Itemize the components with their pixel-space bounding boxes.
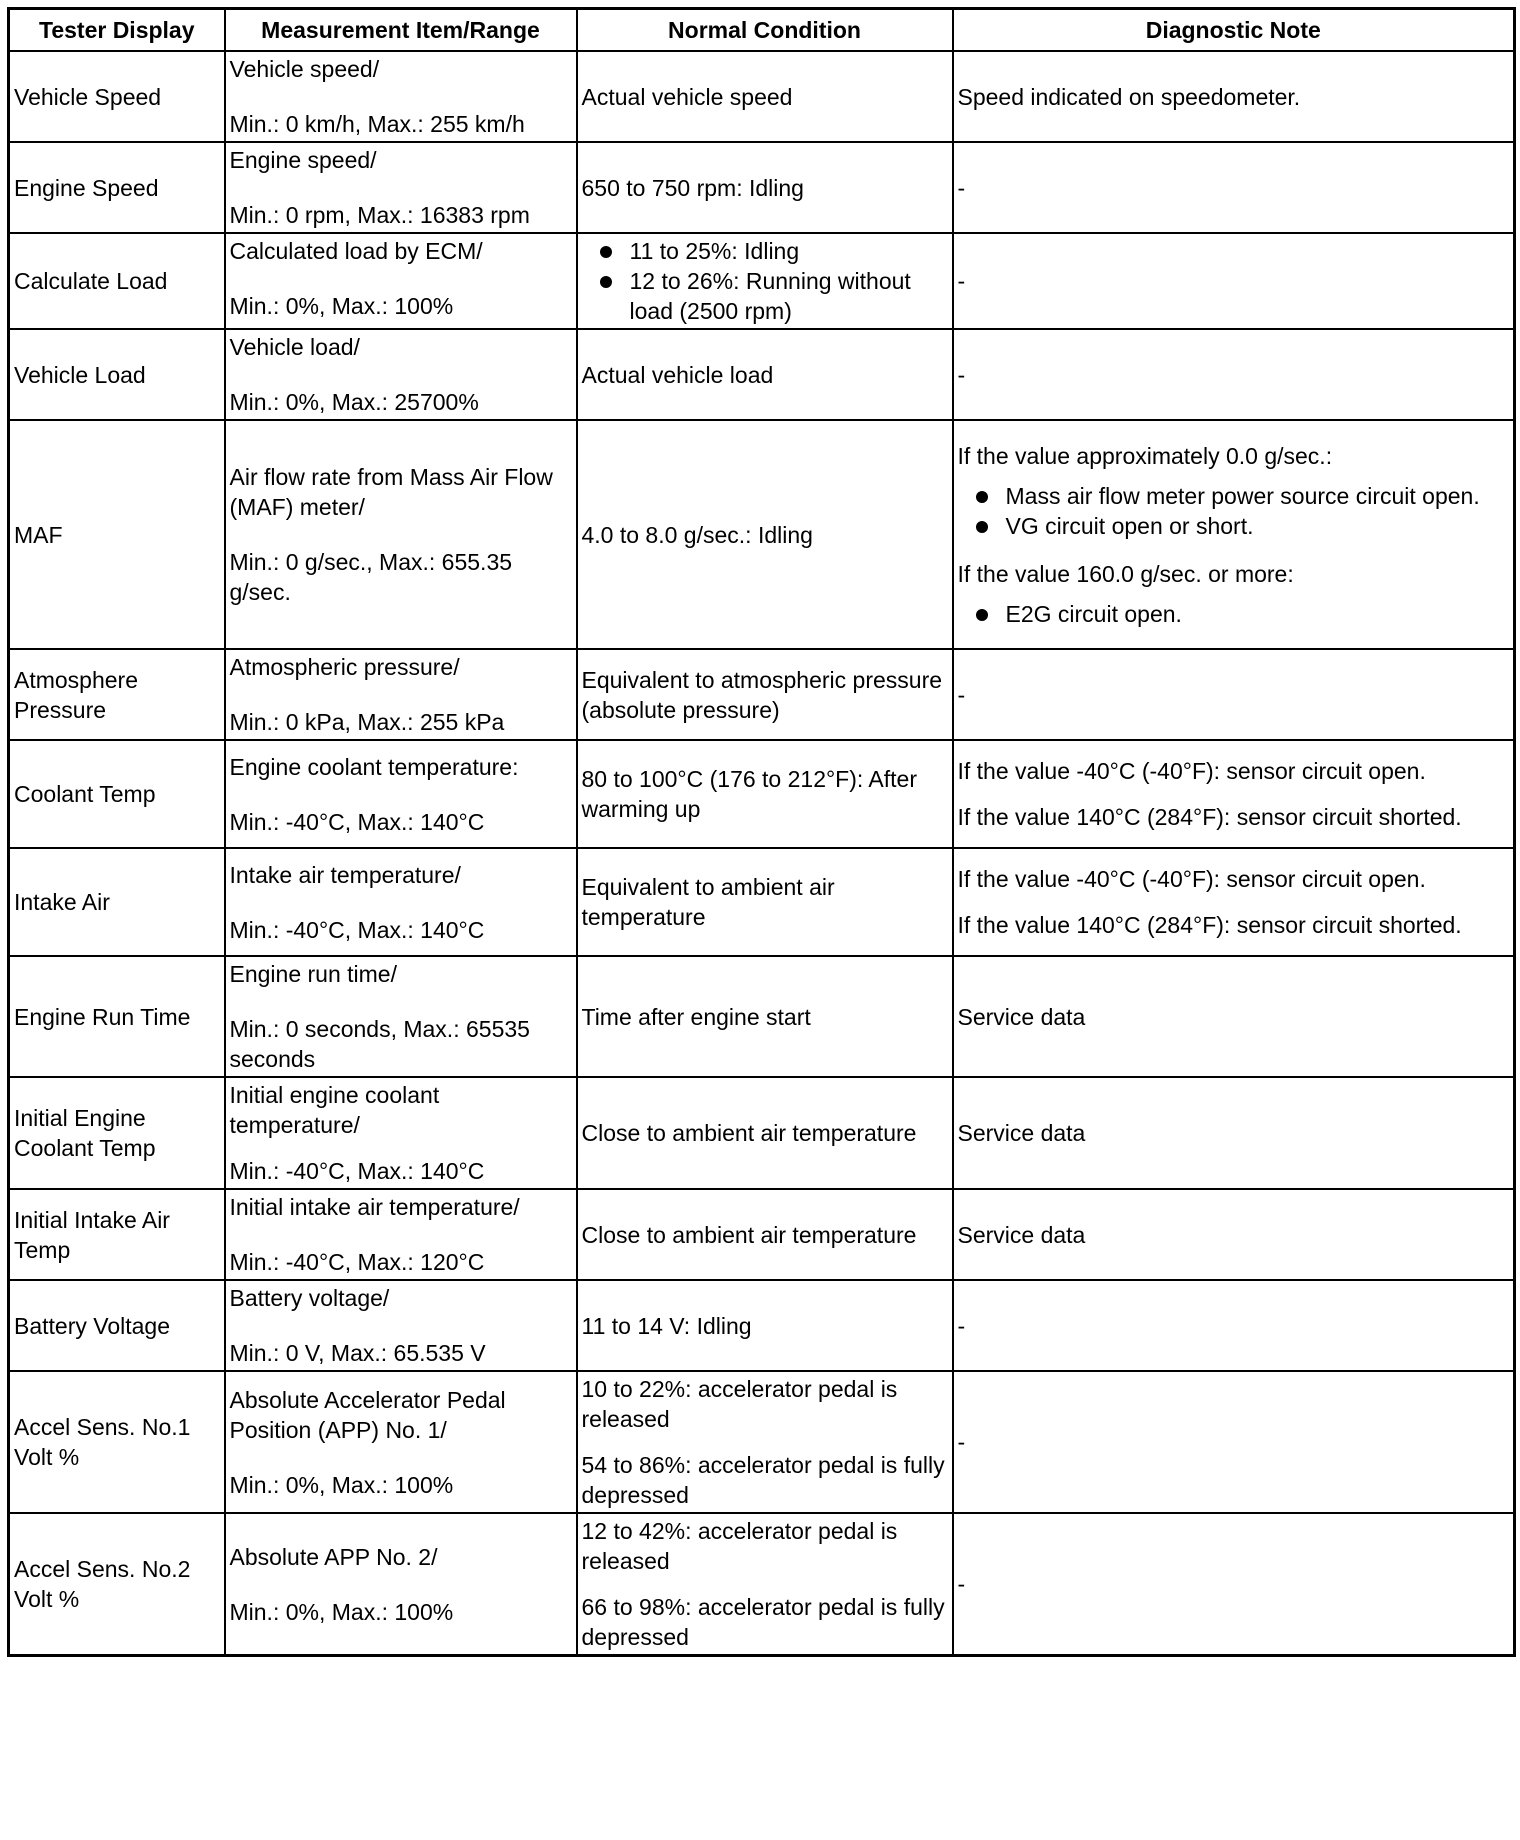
data-list-document xyxy=(7,7,1513,1657)
measurement-range: Min.: 0%, Max.: 100% xyxy=(229,1471,454,1498)
measurement-item: Vehicle load/ xyxy=(229,334,360,360)
cell-diagnostic-note xyxy=(953,420,1515,649)
cell-measurement xyxy=(225,420,577,649)
table-row xyxy=(9,142,1515,233)
cell-measurement xyxy=(225,956,577,1077)
normal-line: 54 to 86%: accelerator pedal is fully depressed xyxy=(581,1452,945,1508)
note-bullet: VG circuit open or short. xyxy=(1006,511,1510,541)
cell-tester-display: Initial Intake Air Temp xyxy=(9,1189,225,1280)
measurement-range: Min.: 0 g/sec., Max.: 655.35 g/sec. xyxy=(229,549,513,605)
table-row xyxy=(9,1077,1515,1189)
measurement-item: Atmospheric pressure/ xyxy=(229,654,460,680)
note-line: If the value -40°C (-40°F): sensor circuit open. xyxy=(957,866,1426,892)
cell-normal-condition xyxy=(577,233,953,329)
cell-diagnostic-note xyxy=(953,740,1515,848)
table-row xyxy=(9,848,1515,956)
cell-tester-display: Initial Engine Coolant Temp xyxy=(9,1077,225,1189)
measurement-range: Min.: 0 km/h, Max.: 255 km/h xyxy=(229,111,525,137)
measurement-item: Absolute Accelerator Pedal Position (APP) No. 1/ xyxy=(229,1386,506,1443)
cell-measurement xyxy=(225,740,577,848)
cell-diagnostic-note: - xyxy=(953,649,1515,740)
measurement-item: Engine run time/ xyxy=(229,961,397,987)
cell-diagnostic-note: - xyxy=(953,1280,1515,1371)
note-intro: If the value 160.0 g/sec. or more: xyxy=(957,560,1294,587)
note-line: If the value 140°C (284°F): sensor circuit shorted. xyxy=(957,912,1462,938)
cell-diagnostic-note: Service data xyxy=(953,1189,1515,1280)
table-row xyxy=(9,329,1515,420)
cell-diagnostic-note: - xyxy=(953,1513,1515,1656)
tester-data-table xyxy=(7,7,1516,1657)
measurement-range: Min.: -40°C, Max.: 140°C xyxy=(229,916,485,943)
cell-normal-condition xyxy=(577,1513,953,1656)
cell-measurement xyxy=(225,1280,577,1371)
header-row xyxy=(9,9,1515,52)
table-row xyxy=(9,233,1515,329)
header-tester-display: Tester Display xyxy=(9,9,225,52)
measurement-item: Air flow rate from Mass Air Flow (MAF) meter/ xyxy=(229,464,553,520)
table-row xyxy=(9,740,1515,848)
cell-measurement xyxy=(225,1513,577,1656)
table-row xyxy=(9,420,1515,649)
cell-tester-display: Accel Sens. No.2 Volt % xyxy=(9,1513,225,1656)
cell-measurement xyxy=(225,329,577,420)
table-row xyxy=(9,51,1515,142)
normal-bullet: 12 to 26%: Running without load (2500 rpm) xyxy=(630,266,948,326)
measurement-item: Initial intake air temperature/ xyxy=(229,1194,520,1220)
measurement-range: Min.: 0 V, Max.: 65.535 V xyxy=(229,1340,486,1366)
measurement-range: Min.: 0%, Max.: 100% xyxy=(229,1598,454,1625)
measurement-range: Min.: -40°C, Max.: 120°C xyxy=(229,1249,485,1275)
measurement-range: Min.: 0 seconds, Max.: 65535 seconds xyxy=(229,1016,530,1072)
cell-measurement xyxy=(225,848,577,956)
cell-tester-display: Vehicle Load xyxy=(9,329,225,420)
cell-diagnostic-note: Service data xyxy=(953,956,1515,1077)
note-intro: If the value approximately 0.0 g/sec.: xyxy=(957,442,1333,469)
cell-diagnostic-note: - xyxy=(953,142,1515,233)
cell-tester-display: Vehicle Speed xyxy=(9,51,225,142)
measurement-item: Engine speed/ xyxy=(229,147,377,173)
measurement-range: Min.: 0%, Max.: 25700% xyxy=(229,389,479,415)
cell-tester-display: Atmosphere Pressure xyxy=(9,649,225,740)
cell-normal-condition: Actual vehicle load xyxy=(577,329,953,420)
cell-normal-condition: Time after engine start xyxy=(577,956,953,1077)
cell-measurement xyxy=(225,649,577,740)
header-normal-condition: Normal Condition xyxy=(577,9,953,52)
cell-diagnostic-note: Service data xyxy=(953,1077,1515,1189)
table-row xyxy=(9,649,1515,740)
cell-normal-condition: 11 to 14 V: Idling xyxy=(577,1280,953,1371)
cell-normal-condition: Equivalent to ambient air temperature xyxy=(577,848,953,956)
measurement-range: Min.: -40°C, Max.: 140°C xyxy=(229,808,485,835)
measurement-range: Min.: 0 kPa, Max.: 255 kPa xyxy=(229,709,505,735)
measurement-item: Calculated load by ECM/ xyxy=(229,238,483,264)
cell-tester-display: Accel Sens. No.1 Volt % xyxy=(9,1371,225,1513)
cell-normal-condition: 650 to 750 rpm: Idling xyxy=(577,142,953,233)
cell-tester-display: Coolant Temp xyxy=(9,740,225,848)
table-row xyxy=(9,1189,1515,1280)
note-bullet: Mass air flow meter power source circuit open. xyxy=(1006,481,1510,511)
table-row xyxy=(9,1371,1515,1513)
cell-measurement xyxy=(225,1189,577,1280)
normal-line: 10 to 22%: accelerator pedal is released xyxy=(581,1376,898,1432)
cell-measurement xyxy=(225,142,577,233)
normal-line: 66 to 98%: accelerator pedal is fully depressed xyxy=(581,1594,945,1650)
header-diagnostic-note: Diagnostic Note xyxy=(953,9,1515,52)
cell-tester-display: Calculate Load xyxy=(9,233,225,329)
cell-normal-condition: Close to ambient air temperature xyxy=(577,1189,953,1280)
cell-measurement xyxy=(225,233,577,329)
cell-normal-condition xyxy=(577,1371,953,1513)
cell-diagnostic-note: - xyxy=(953,1371,1515,1513)
measurement-range: Min.: 0 rpm, Max.: 16383 rpm xyxy=(229,202,530,228)
note-bullet: E2G circuit open. xyxy=(1006,599,1510,629)
cell-tester-display: Battery Voltage xyxy=(9,1280,225,1371)
measurement-item: Engine coolant temperature: xyxy=(229,753,519,780)
cell-measurement xyxy=(225,1077,577,1189)
cell-normal-condition: 4.0 to 8.0 g/sec.: Idling xyxy=(577,420,953,649)
cell-diagnostic-note: - xyxy=(953,233,1515,329)
cell-tester-display: Intake Air xyxy=(9,848,225,956)
normal-bullet: 11 to 25%: Idling xyxy=(630,236,948,266)
normal-line: 12 to 42%: accelerator pedal is released xyxy=(581,1518,898,1574)
cell-diagnostic-note: - xyxy=(953,329,1515,420)
cell-tester-display: Engine Speed xyxy=(9,142,225,233)
table-row xyxy=(9,1513,1515,1656)
measurement-range: Min.: -40°C, Max.: 140°C xyxy=(229,1158,485,1184)
cell-measurement xyxy=(225,51,577,142)
cell-normal-condition: Actual vehicle speed xyxy=(577,51,953,142)
cell-normal-condition: Close to ambient air temperature xyxy=(577,1077,953,1189)
table-row xyxy=(9,956,1515,1077)
measurement-range: Min.: 0%, Max.: 100% xyxy=(229,293,454,319)
measurement-item: Initial engine coolant temperature/ xyxy=(229,1082,440,1138)
cell-diagnostic-note xyxy=(953,848,1515,956)
cell-tester-display: MAF xyxy=(9,420,225,649)
cell-tester-display: Engine Run Time xyxy=(9,956,225,1077)
cell-measurement xyxy=(225,1371,577,1513)
table-row xyxy=(9,1280,1515,1371)
cell-normal-condition: Equivalent to atmospheric pressure (absolute pressure) xyxy=(577,649,953,740)
measurement-item: Intake air temperature/ xyxy=(229,861,461,888)
note-line: If the value 140°C (284°F): sensor circuit shorted. xyxy=(957,804,1462,830)
note-line: If the value -40°C (-40°F): sensor circuit open. xyxy=(957,758,1426,784)
header-measurement-item: Measurement Item/Range xyxy=(225,9,577,52)
cell-diagnostic-note: Speed indicated on speedometer. xyxy=(953,51,1515,142)
measurement-item: Absolute APP No. 2/ xyxy=(229,1543,438,1570)
measurement-item: Battery voltage/ xyxy=(229,1285,390,1311)
measurement-item: Vehicle speed/ xyxy=(229,56,380,82)
cell-normal-condition: 80 to 100°C (176 to 212°F): After warming up xyxy=(577,740,953,848)
